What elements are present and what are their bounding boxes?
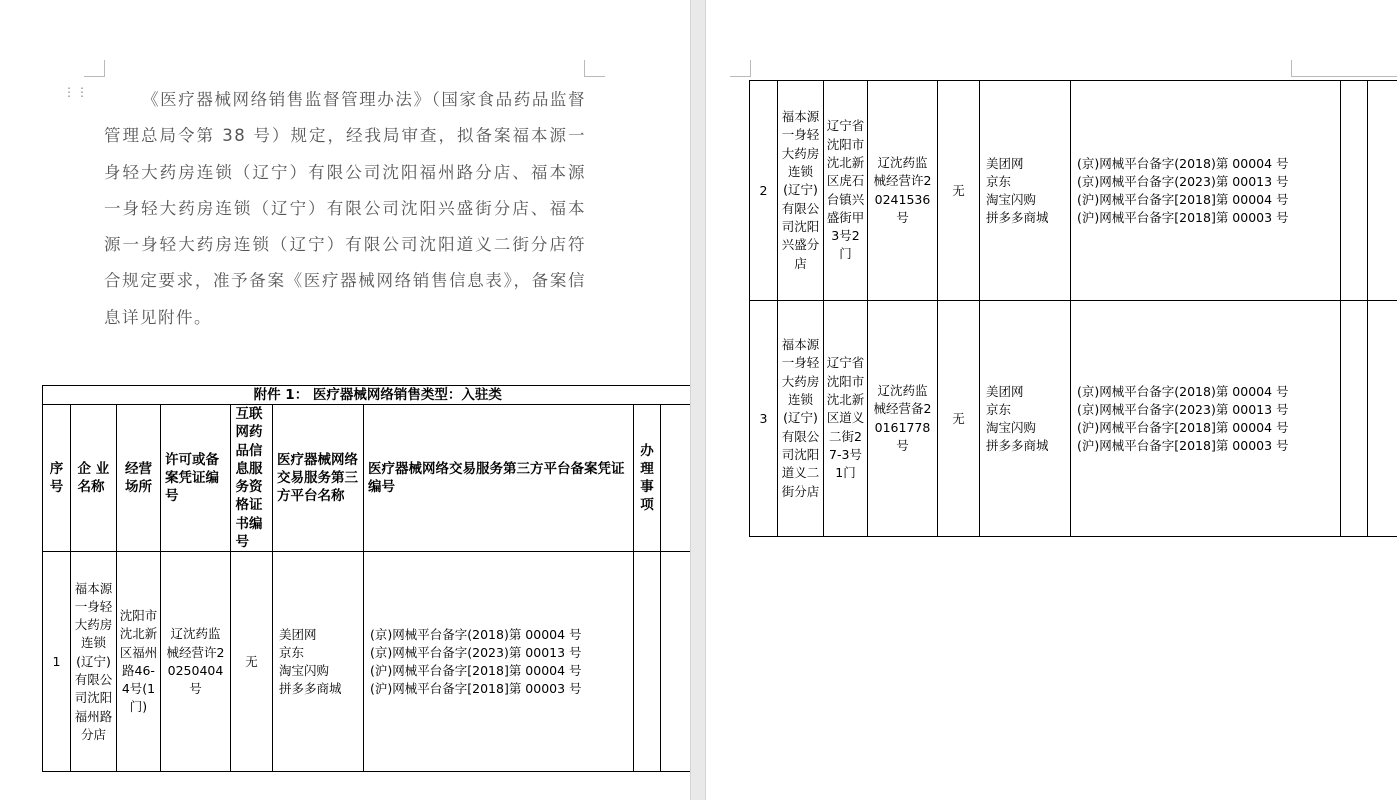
cell-company: 福本源一身轻大药房连锁(辽宁)有限公司沈阳道义二街分店 — [778, 301, 824, 537]
cell-address: 辽宁省沈阳市沈北新区虎石台镇兴盛街甲3号2门 — [824, 81, 868, 301]
table-header-row — [43, 405, 691, 552]
header-address: 经营 场所 — [117, 405, 161, 552]
page-edge — [690, 0, 691, 800]
margin-corner-mark — [584, 60, 605, 77]
cell-platforms: 美团网 京东 淘宝闪购 拼多多商城 — [980, 301, 1071, 537]
cell-records: (京)网械平台备字(2018)第 00004 号 (京)网械平台备字(2023)第 00013 号 (沪)网械平台备字[2018]第 00004 号 (沪)网械平台备字[2018]第 00003 号 — [364, 552, 634, 772]
cell-extra — [1368, 301, 1397, 537]
cell-records: (京)网械平台备字(2018)第 00004 号 (京)网械平台备字(2023)第 00013 号 (沪)网械平台备字[2018]第 00004 号 (沪)网械平台备字[2018]第 00003 号 — [1071, 81, 1341, 301]
cell-platforms: 美团网 京东 淘宝闪购 拼多多商城 — [980, 81, 1071, 301]
cell-internet-cert: 无 — [938, 301, 980, 537]
cell-extra — [1368, 81, 1397, 301]
header-internet-cert: 互联网药品信息服务资格证书编号 — [231, 405, 273, 552]
cell-platforms: 美团网 京东 淘宝闪购 拼多多商城 — [273, 552, 364, 772]
margin-corner-mark — [730, 60, 751, 77]
cell-license: 辽沈药监械经营许20250404号 — [161, 552, 231, 772]
cell-company: 福本源一身轻大药房连锁(辽宁)有限公司沈阳兴盛分店 — [778, 81, 824, 301]
body-paragraph[interactable] — [104, 82, 586, 336]
header-seq: 序号 — [43, 405, 71, 552]
attachment-table-continued[interactable] — [749, 80, 1397, 537]
header-license: 许可或备案凭证编号 — [161, 405, 231, 552]
cell-company: 福本源一身轻大药房连锁(辽宁)有限公司沈阳福州路分店 — [71, 552, 117, 772]
paragraph-drag-handle-icon[interactable]: ⋮⋮ — [63, 85, 89, 99]
cell-license: 辽沈药监械经营许20241536号 — [868, 81, 938, 301]
table-row[interactable] — [750, 301, 1397, 537]
header-handling: 办理事项 — [634, 405, 661, 552]
table-row[interactable] — [750, 81, 1397, 301]
cell-seq: 3 — [750, 301, 778, 537]
page-gap — [690, 0, 706, 800]
cell-handling — [1341, 81, 1368, 301]
attachment-table[interactable] — [42, 385, 690, 772]
header-extra-cell — [661, 405, 691, 552]
document-page-right[interactable] — [706, 0, 1397, 800]
cell-handling — [1341, 301, 1368, 537]
cell-internet-cert: 无 — [938, 81, 980, 301]
header-platform-record: 医疗器械网络交易服务第三方平台备案凭证编号 — [364, 405, 634, 552]
header-company: 企 业 名称 — [71, 405, 117, 552]
header-platform-name: 医疗器械网络交易服务第三方平台名称 — [273, 405, 364, 552]
cell-license: 辽沈药监械经营备20161778号 — [868, 301, 938, 537]
cell-seq: 1 — [43, 552, 71, 772]
cell-extra — [661, 552, 691, 772]
cell-internet-cert: 无 — [231, 552, 273, 772]
table-caption: 附件 1： 医疗器械网络销售类型：入驻类 — [43, 386, 691, 405]
table-row[interactable] — [43, 552, 691, 772]
margin-corner-mark — [84, 60, 105, 77]
cell-seq: 2 — [750, 81, 778, 301]
cell-handling — [634, 552, 661, 772]
paragraph-text: 《医疗器械网络销售监督管理办法》（国家食品药品监督管理总局令第 38 号）规定，经我局审查，拟备案福本源一身轻大药房连锁（辽宁）有限公司沈阳福州路分店、福本源一身轻大药房连锁（辽宁）有限公司沈阳兴盛街分店、福本源一身轻大药房连锁（辽宁）有限公司沈阳道义二街分店符合规定要求，准予备案《医疗器械网络销售信息表》，备案信息详见附件。 — [104, 90, 586, 327]
margin-corner-mark — [1291, 60, 1397, 77]
cell-address: 沈阳市沈北新区福州路46-4号(1门) — [117, 552, 161, 772]
cell-records: (京)网械平台备字(2018)第 00004 号 (京)网械平台备字(2023)第 00013 号 (沪)网械平台备字[2018]第 00004 号 (沪)网械平台备字[2018]第 00003 号 — [1071, 301, 1341, 537]
cell-address: 辽宁省沈阳市沈北新区道义二街27-3号1门 — [824, 301, 868, 537]
document-page-left[interactable] — [0, 0, 690, 800]
